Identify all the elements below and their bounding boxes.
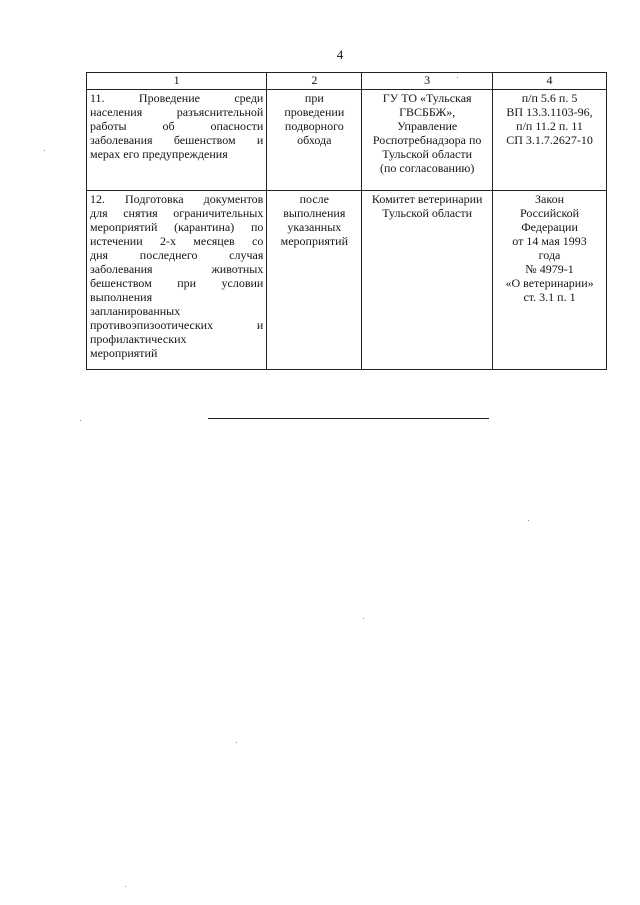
text-line: от 14 мая 1993 (512, 234, 587, 248)
text-line: выполнения (90, 290, 153, 304)
text-line: после (299, 192, 329, 206)
text-line: ГУ ТО «Тульская (382, 91, 472, 105)
scan-speck (457, 77, 458, 78)
text-line: обхода (297, 133, 332, 147)
end-divider-line (208, 418, 489, 419)
text-line: года (538, 248, 561, 262)
text-line: «О ветеринарии» (505, 276, 594, 290)
table-row (87, 90, 607, 191)
text-line: Роспотребнадзора по (372, 133, 482, 147)
text-line: п/п 11.2 п. 11 (516, 119, 583, 133)
text-line: противоэпизоотических и (90, 318, 264, 332)
text-line: ст. 3.1 п. 1 (523, 290, 576, 304)
column-header: 1 (87, 73, 267, 90)
text-line: мероприятий (90, 346, 158, 360)
scan-speck (236, 742, 237, 743)
measure-cell (87, 191, 267, 370)
scan-speck (528, 520, 529, 521)
text-line: Тульской области (382, 206, 473, 220)
text-line: указанных (287, 220, 342, 234)
measures-table (86, 72, 607, 370)
basis-cell (493, 191, 607, 370)
scan-speck (80, 420, 81, 421)
text-line: для снятия ограничительных (90, 206, 264, 220)
text-line: работы об опасности (90, 119, 264, 133)
text-line: проведении (284, 105, 345, 119)
text-line: ГВСББЖ», (399, 105, 456, 119)
basis-cell (493, 90, 607, 191)
scan-speck (363, 618, 364, 619)
column-header: 4 (493, 73, 607, 90)
text-line: населения разъяснительной (90, 105, 264, 119)
text-line: СП 3.1.7.2627-10 (506, 133, 593, 147)
page-number: 4 (336, 47, 344, 62)
responsible-cell (362, 90, 493, 191)
text-line: выполнения (283, 206, 346, 220)
text-line: № 4979-1 (525, 262, 574, 276)
text-line: ВП 13.3.1103-96, (506, 105, 593, 119)
column-header: 2 (267, 73, 362, 90)
text-line: Комитет ветеринарии (371, 192, 483, 206)
responsible-cell (362, 191, 493, 370)
text-line: 11. Проведение среди (90, 91, 264, 105)
text-line: мерах его предупреждения (90, 147, 228, 161)
scan-speck (125, 886, 126, 887)
text-line: мероприятий (карантина) по (90, 220, 264, 234)
text-line: дня последнего случая (90, 248, 264, 262)
text-line: 12. Подготовка документов (90, 192, 264, 206)
text-line: заболевания животных (90, 262, 264, 276)
table-header-row (87, 73, 607, 90)
text-line: при (304, 91, 324, 105)
text-line: заболевания бешенством и (90, 133, 264, 147)
timing-cell (267, 90, 362, 191)
text-line: профилактических (90, 332, 187, 346)
text-line: бешенством при условии (90, 276, 264, 290)
text-line: запланированных (90, 304, 181, 318)
timing-cell (267, 191, 362, 370)
column-header: 3 (362, 73, 493, 90)
text-line: Закон (535, 192, 565, 206)
table-row (87, 191, 607, 370)
scan-speck (44, 150, 45, 151)
text-line: подворного (284, 119, 344, 133)
text-line: истечении 2-х месяцев со (90, 234, 264, 248)
text-line: мероприятий (280, 234, 348, 248)
text-line: (по согласованию) (380, 161, 475, 175)
text-line: Управление (397, 119, 458, 133)
text-line: Российской (519, 206, 580, 220)
text-line: п/п 5.6 п. 5 (521, 91, 578, 105)
text-line: Тульской области (382, 147, 473, 161)
measure-cell (87, 90, 267, 191)
text-line: Федерации (521, 220, 578, 234)
